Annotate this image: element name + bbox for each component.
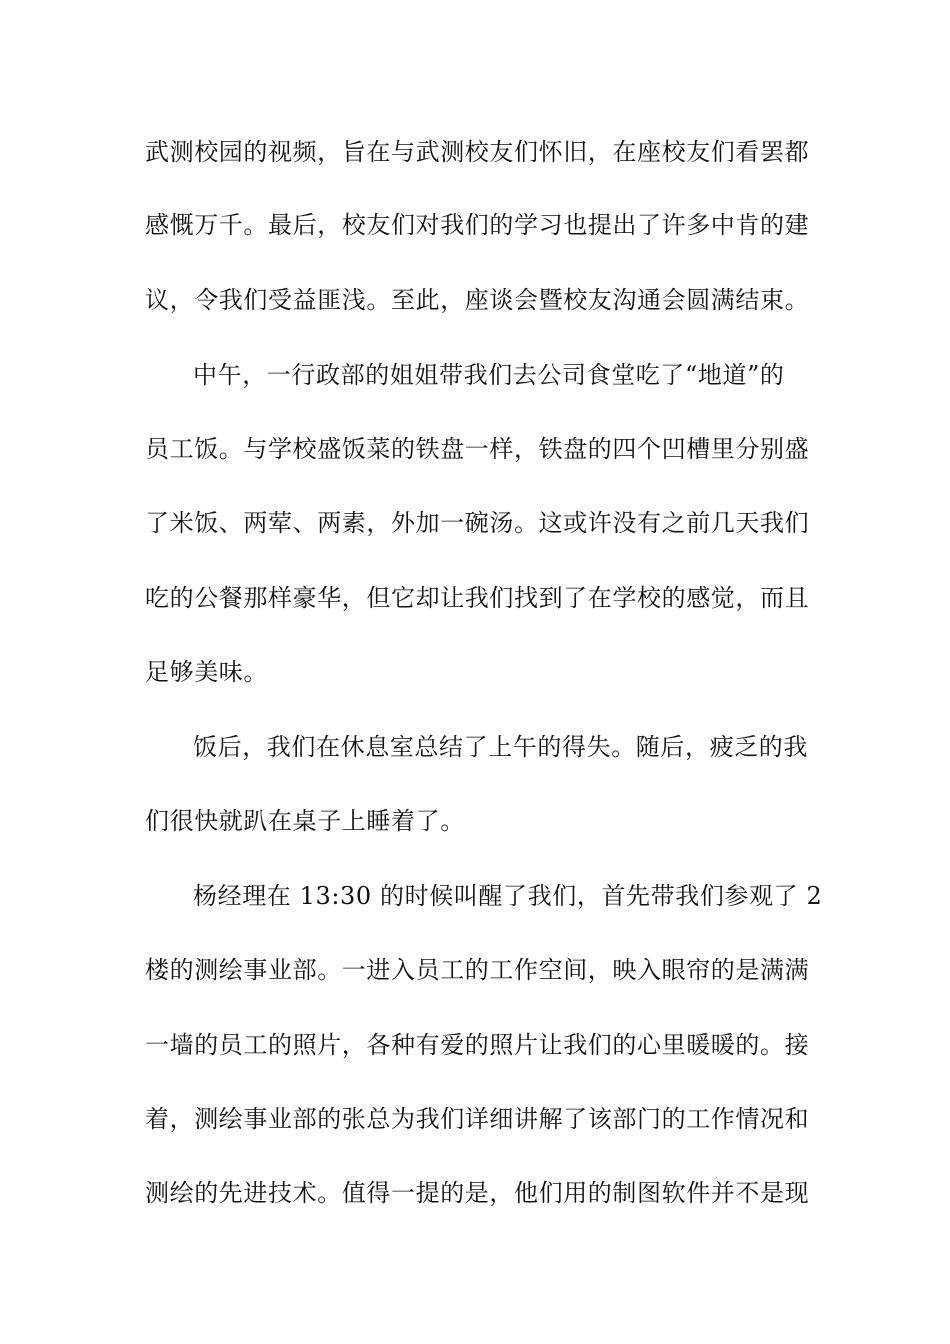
text-line: 中午，一行政部的姐姐带我们去公司食堂吃了“地道”的 <box>193 361 785 389</box>
text-line: 楼的测绘事业部。一进入员工的工作空间，映入眼帘的是满满 <box>145 956 810 984</box>
text-line: 饭后，我们在休息室总结了上午的得失。随后，疲乏的我 <box>193 733 808 761</box>
text-line: 武测校园的视频，旨在与武测校友们怀旧，在座校友们看罢都 <box>145 138 810 166</box>
text-line: 着，测绘事业部的张总为我们详细讲解了该部门的工作情况和 <box>145 1105 810 1133</box>
text-line: 足够美味。 <box>145 658 268 686</box>
text-line: 了米饭、两荤、两素，外加一碗汤。这或许没有之前几天我们 <box>145 509 810 537</box>
text-line: 们很快就趴在桌子上睡着了。 <box>145 807 465 835</box>
text-line: 杨经理在 13:30 的时候叫醒了我们，首先带我们参观了 2 <box>193 882 823 910</box>
text-line: 吃的公餐那样豪华，但它却让我们找到了在学校的感觉，而且 <box>145 584 810 612</box>
text-line: 测绘的先进技术。值得一提的是，他们用的制图软件并不是现 <box>145 1179 810 1207</box>
text-line: 感慨万千。最后，校友们对我们的学习也提出了许多中肯的建 <box>145 211 810 239</box>
text-line: 一墙的员工的照片，各种有爱的照片让我们的心里暖暖的。接 <box>145 1031 810 1059</box>
text-line: 议，令我们受益匪浅。至此，座谈会暨校友沟通会圆满结束。 <box>145 286 810 314</box>
text-line: 员工饭。与学校盛饭菜的铁盘一样，铁盘的四个凹槽里分别盛 <box>145 435 810 463</box>
